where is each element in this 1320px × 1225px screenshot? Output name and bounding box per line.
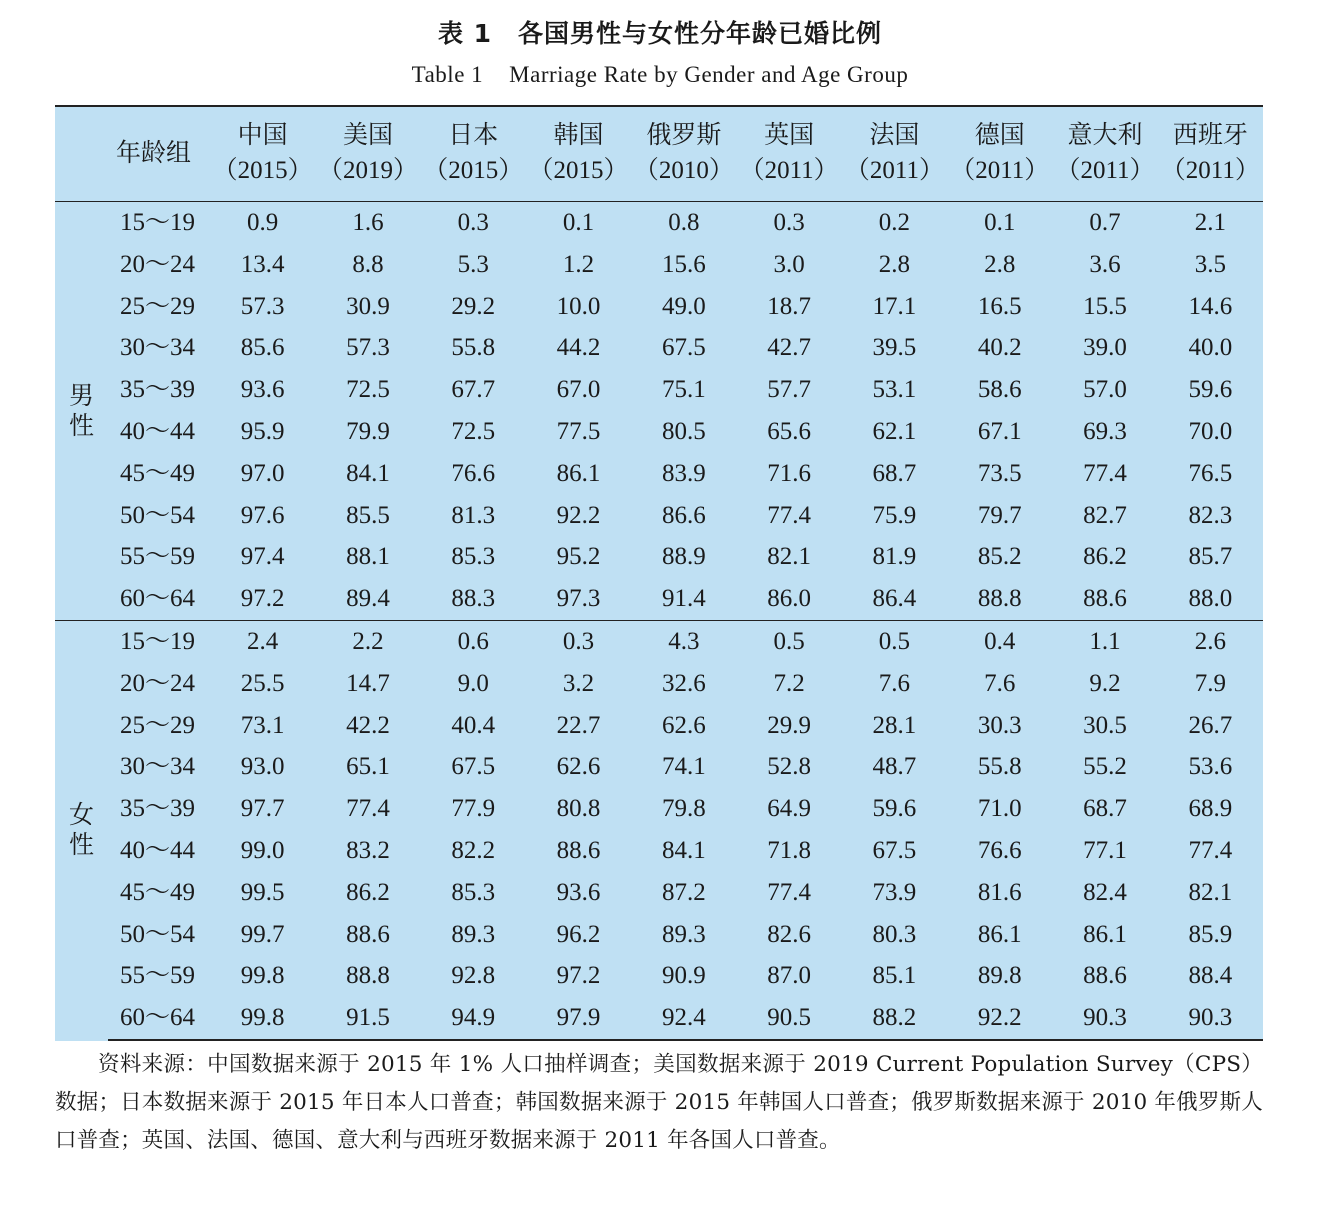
value-cell: 1.6 <box>315 202 420 244</box>
value-cell: 72.5 <box>451 417 496 445</box>
value-cell: 79.7 <box>977 501 1022 529</box>
value-cell: 97.9 <box>526 997 631 1040</box>
value-cell: 89.4 <box>346 585 390 613</box>
value-cell: 90.3 <box>1158 997 1263 1040</box>
value-cell: 90.9 <box>661 962 706 990</box>
value-cell: 40.0 <box>1188 334 1233 362</box>
value-cell: 2.8 <box>878 250 911 278</box>
value-cell: 99.8 <box>210 997 315 1040</box>
value-cell: 96.2 <box>556 920 601 948</box>
value-cell: 97.3 <box>556 585 601 613</box>
value-cell: 48.7 <box>872 753 917 781</box>
table-row <box>55 495 1263 537</box>
value-cell: 79.9 <box>346 417 390 445</box>
header-country-year: （2011） <box>950 157 1050 184</box>
header-country <box>421 106 526 202</box>
value-cell: 77.9 <box>451 795 496 823</box>
value-cell: 84.1 <box>661 836 706 864</box>
value-cell: 69.3 <box>1083 417 1127 445</box>
value-cell: 76.6 <box>451 459 496 487</box>
value-cell: 81.3 <box>451 501 496 529</box>
value-cell: 93.6 <box>240 376 285 404</box>
value-cell: 82.7 <box>1083 501 1127 529</box>
value-cell: 16.5 <box>977 292 1022 320</box>
value-cell: 89.8 <box>977 962 1022 990</box>
value-cell: 68.7 <box>872 459 917 487</box>
header-country-name: 法国 <box>869 120 920 149</box>
value-cell: 1.2 <box>562 250 595 278</box>
value-cell: 40.2 <box>977 334 1022 362</box>
value-cell: 71.6 <box>767 459 811 487</box>
value-cell: 82.1 <box>767 543 811 571</box>
section-female <box>55 620 1263 1039</box>
value-cell: 0.5 <box>842 620 947 662</box>
age-group-cell: 60～64 <box>108 997 210 1040</box>
value-cell: 82.4 <box>1083 878 1127 906</box>
value-cell: 87.0 <box>767 962 811 990</box>
value-cell: 88.6 <box>346 920 390 948</box>
value-cell: 28.1 <box>872 711 917 739</box>
header-country-name: 中国 <box>237 120 288 149</box>
value-cell: 55.8 <box>977 753 1022 781</box>
value-cell: 68.7 <box>1083 795 1127 823</box>
value-cell: 77.4 <box>346 795 390 823</box>
header-country <box>736 106 841 202</box>
value-cell: 73.5 <box>977 459 1022 487</box>
value-cell: 95.9 <box>240 417 285 445</box>
value-cell: 0.4 <box>947 620 1052 662</box>
table-row <box>55 578 1263 620</box>
table-title-en <box>0 62 1320 88</box>
value-cell: 88.1 <box>346 543 390 571</box>
value-cell: 86.4 <box>872 585 917 613</box>
value-cell: 9.2 <box>1089 669 1121 697</box>
value-cell: 76.5 <box>1188 459 1233 487</box>
value-cell: 2.6 <box>1158 620 1263 662</box>
value-cell: 57.0 <box>1083 376 1127 404</box>
value-cell: 97.6 <box>240 501 285 529</box>
value-cell: 2.4 <box>210 620 315 662</box>
value-cell: 83.2 <box>346 836 390 864</box>
value-cell: 9.0 <box>457 669 489 697</box>
header-country-year: （2011） <box>739 157 839 184</box>
value-cell: 62.1 <box>872 417 917 445</box>
value-cell: 57.7 <box>767 376 811 404</box>
value-cell: 67.7 <box>451 376 496 404</box>
value-cell: 85.3 <box>451 878 496 906</box>
value-cell: 99.5 <box>240 878 285 906</box>
value-cell: 86.1 <box>1083 920 1127 948</box>
value-cell: 88.2 <box>842 997 947 1040</box>
value-cell: 0.6 <box>421 620 526 662</box>
gender-label-char: 女 <box>68 800 94 830</box>
value-cell: 88.6 <box>1083 585 1127 613</box>
age-group-cell: 45～49 <box>120 459 196 487</box>
table-row <box>55 955 1263 997</box>
value-cell: 86.1 <box>556 459 601 487</box>
header-country <box>315 106 420 202</box>
age-group-cell: 20～24 <box>120 250 196 278</box>
header-country-year: （2015） <box>212 157 313 184</box>
age-group-cell: 20～24 <box>120 669 196 697</box>
header-country-year: （2010） <box>633 157 734 184</box>
value-cell: 97.7 <box>240 795 285 823</box>
age-group-cell: 35～39 <box>120 376 196 404</box>
age-group-cell: 30～34 <box>120 334 196 362</box>
value-cell: 5.3 <box>457 250 489 278</box>
value-cell: 13.4 <box>240 250 285 278</box>
value-cell: 67.0 <box>556 376 601 404</box>
table-row <box>55 536 1263 578</box>
value-cell: 77.4 <box>767 878 811 906</box>
value-cell: 44.2 <box>556 334 601 362</box>
value-cell: 79.8 <box>661 795 706 823</box>
value-cell: 77.4 <box>767 501 811 529</box>
age-group-cell: 50～54 <box>120 501 196 529</box>
header-country-name: 西班牙 <box>1172 120 1248 149</box>
header-country-year: （2015） <box>423 157 524 184</box>
value-cell: 3.5 <box>1194 250 1226 278</box>
value-cell: 85.2 <box>977 543 1022 571</box>
header-country <box>210 106 315 202</box>
value-cell: 59.6 <box>1188 376 1233 404</box>
value-cell: 82.1 <box>1188 878 1233 906</box>
age-group-cell: 60～64 <box>120 585 196 613</box>
value-cell: 3.0 <box>773 250 805 278</box>
header-country <box>526 106 631 202</box>
value-cell: 57.3 <box>346 334 390 362</box>
value-cell: 26.7 <box>1188 711 1233 739</box>
value-cell: 65.6 <box>767 417 811 445</box>
value-cell: 49.0 <box>661 292 706 320</box>
value-cell: 97.4 <box>240 543 285 571</box>
value-cell: 85.5 <box>346 501 390 529</box>
table-row <box>55 705 1263 747</box>
header-gender-spacer <box>55 106 108 202</box>
value-cell: 82.3 <box>1188 501 1233 529</box>
value-cell: 40.4 <box>451 711 496 739</box>
table-caption-en: Marriage Rate by Gender and Age Group <box>509 62 909 87</box>
value-cell: 2.2 <box>315 620 420 662</box>
value-cell: 83.9 <box>661 459 706 487</box>
value-cell: 85.3 <box>451 543 496 571</box>
value-cell: 97.2 <box>240 585 285 613</box>
table-number-en: Table 1 <box>411 62 484 87</box>
gender-label-char: 性 <box>68 830 94 860</box>
value-cell: 55.2 <box>1083 753 1127 781</box>
value-cell: 93.6 <box>556 878 601 906</box>
value-cell: 88.9 <box>661 543 706 571</box>
table-row <box>55 914 1263 956</box>
value-cell: 85.7 <box>1188 543 1233 571</box>
value-cell: 92.2 <box>556 501 601 529</box>
value-cell: 67.5 <box>661 334 706 362</box>
value-cell: 90.5 <box>736 997 841 1040</box>
age-group-cell: 15～19 <box>108 620 210 662</box>
value-cell: 85.1 <box>872 962 917 990</box>
header-age-group: 年龄组 <box>108 106 210 202</box>
table-row <box>55 244 1263 286</box>
value-cell: 74.1 <box>661 753 706 781</box>
value-cell: 15.6 <box>661 250 706 278</box>
gender-label <box>55 202 108 621</box>
value-cell: 4.3 <box>631 620 736 662</box>
value-cell: 22.7 <box>556 711 601 739</box>
value-cell: 86.6 <box>661 501 706 529</box>
table-title-cn <box>0 14 1320 50</box>
value-cell: 7.2 <box>773 669 805 697</box>
table-row <box>55 327 1263 369</box>
value-cell: 71.0 <box>977 795 1022 823</box>
value-cell: 85.9 <box>1188 920 1233 948</box>
value-cell: 0.3 <box>421 202 526 244</box>
value-cell: 42.7 <box>767 334 811 362</box>
value-cell: 3.6 <box>1089 250 1121 278</box>
value-cell: 18.7 <box>767 292 811 320</box>
value-cell: 85.6 <box>240 334 285 362</box>
source-note: 资料来源：中国数据来源于 2015 年 1% 人口抽样调查；美国数据来源于 2019 Current Population Survey（CPS）数据；日本数据来源于 2015 年日本人口普查；韩国数据来源于 2015 年韩国人口普查；俄罗斯数据来源于 2010 年俄罗斯人口普查；英国、法国、德国、意大利与西班牙数据来源于 2011 年各国人口普查。 <box>55 1052 1263 1153</box>
value-cell: 39.5 <box>872 334 917 362</box>
value-cell: 92.8 <box>451 962 496 990</box>
value-cell: 86.1 <box>977 920 1022 948</box>
value-cell: 14.6 <box>1188 292 1233 320</box>
age-group-cell: 40～44 <box>120 836 196 864</box>
value-cell: 73.9 <box>872 878 917 906</box>
header-country <box>947 106 1052 202</box>
value-cell: 55.8 <box>451 334 496 362</box>
value-cell: 39.0 <box>1083 334 1127 362</box>
table-row <box>55 830 1263 872</box>
value-cell: 75.1 <box>661 376 706 404</box>
value-cell: 80.3 <box>872 920 917 948</box>
gender-label-char: 男 <box>68 380 94 410</box>
header-country-name: 意大利 <box>1067 120 1143 149</box>
age-group-cell: 25～29 <box>120 711 196 739</box>
age-group-cell: 15～19 <box>108 202 210 244</box>
table-header <box>55 106 1263 202</box>
value-cell: 64.9 <box>767 795 811 823</box>
value-cell: 67.5 <box>451 753 496 781</box>
gender-label-char: 性 <box>68 410 94 440</box>
age-group-cell: 40～44 <box>120 417 196 445</box>
header-country <box>631 106 736 202</box>
table-row <box>55 620 1263 662</box>
section-male <box>55 202 1263 621</box>
value-cell: 99.7 <box>240 920 285 948</box>
value-cell: 71.8 <box>767 836 811 864</box>
value-cell: 0.3 <box>736 202 841 244</box>
value-cell: 0.2 <box>842 202 947 244</box>
value-cell: 58.6 <box>977 376 1022 404</box>
value-cell: 77.1 <box>1083 836 1127 864</box>
value-cell: 88.4 <box>1188 962 1233 990</box>
table-caption-cn: 各国男性与女性分年龄已婚比例 <box>518 19 883 48</box>
value-cell: 65.1 <box>346 753 390 781</box>
header-country-year: （2015） <box>528 157 629 184</box>
value-cell: 91.5 <box>315 997 420 1040</box>
value-cell: 30.3 <box>977 711 1022 739</box>
table-row <box>55 788 1263 830</box>
table-row <box>55 202 1263 244</box>
value-cell: 7.9 <box>1194 669 1226 697</box>
value-cell: 0.8 <box>631 202 736 244</box>
value-cell: 82.6 <box>767 920 811 948</box>
value-cell: 25.5 <box>240 669 285 697</box>
table-row <box>55 663 1263 705</box>
value-cell: 67.5 <box>872 836 917 864</box>
age-group-cell: 30～34 <box>120 753 196 781</box>
header-country-year: （2011） <box>1160 157 1260 184</box>
value-cell: 62.6 <box>661 711 706 739</box>
value-cell: 53.1 <box>872 376 917 404</box>
value-cell: 76.6 <box>977 836 1022 864</box>
value-cell: 52.8 <box>767 753 811 781</box>
header-country <box>1158 106 1263 202</box>
header-country-name: 美国 <box>342 120 393 149</box>
value-cell: 0.1 <box>526 202 631 244</box>
value-cell: 93.0 <box>240 753 285 781</box>
age-group-cell: 25～29 <box>120 292 196 320</box>
value-cell: 88.8 <box>346 962 390 990</box>
gender-label <box>55 620 108 1039</box>
value-cell: 30.9 <box>346 292 390 320</box>
value-cell: 99.0 <box>240 836 285 864</box>
value-cell: 0.3 <box>526 620 631 662</box>
table-row <box>55 746 1263 788</box>
table-row <box>55 369 1263 411</box>
value-cell: 7.6 <box>984 669 1016 697</box>
value-cell: 8.8 <box>352 250 384 278</box>
value-cell: 68.9 <box>1188 795 1233 823</box>
value-cell: 88.6 <box>556 836 601 864</box>
header-country <box>1052 106 1157 202</box>
value-cell: 95.2 <box>556 543 601 571</box>
value-cell: 17.1 <box>872 292 917 320</box>
value-cell: 30.5 <box>1083 711 1127 739</box>
value-cell: 97.0 <box>240 459 285 487</box>
value-cell: 72.5 <box>346 376 390 404</box>
value-cell: 75.9 <box>872 501 917 529</box>
value-cell: 32.6 <box>661 669 706 697</box>
table-row <box>55 872 1263 914</box>
age-group-cell: 35～39 <box>120 795 196 823</box>
value-cell: 86.0 <box>767 585 811 613</box>
value-cell: 2.8 <box>984 250 1016 278</box>
age-group-cell: 55～59 <box>120 543 196 571</box>
header-country-name: 韩国 <box>553 120 604 149</box>
value-cell: 77.4 <box>1188 836 1233 864</box>
value-cell: 0.7 <box>1052 202 1157 244</box>
value-cell: 77.5 <box>556 417 601 445</box>
value-cell: 62.6 <box>556 753 601 781</box>
value-cell: 1.1 <box>1052 620 1157 662</box>
value-cell: 80.8 <box>556 795 601 823</box>
value-cell: 15.5 <box>1083 292 1127 320</box>
value-cell: 84.1 <box>346 459 390 487</box>
value-cell: 29.2 <box>451 292 496 320</box>
value-cell: 92.2 <box>947 997 1052 1040</box>
value-cell: 0.5 <box>736 620 841 662</box>
table-row <box>55 453 1263 495</box>
value-cell: 0.1 <box>947 202 1052 244</box>
value-cell: 89.3 <box>661 920 706 948</box>
header-country-year: （2019） <box>317 157 418 184</box>
value-cell: 77.4 <box>1083 459 1127 487</box>
marriage-rate-table <box>55 105 1263 1041</box>
value-cell: 42.2 <box>346 711 390 739</box>
table-row <box>55 286 1263 328</box>
value-cell: 29.9 <box>767 711 811 739</box>
value-cell: 87.2 <box>661 878 706 906</box>
value-cell: 94.9 <box>421 997 526 1040</box>
value-cell: 80.5 <box>661 417 706 445</box>
header-country-name: 日本 <box>448 120 499 149</box>
value-cell: 0.9 <box>210 202 315 244</box>
value-cell: 82.2 <box>451 836 496 864</box>
header-country-name: 俄罗斯 <box>646 120 722 149</box>
value-cell: 88.0 <box>1188 585 1233 613</box>
value-cell: 92.4 <box>631 997 736 1040</box>
value-cell: 53.6 <box>1188 753 1233 781</box>
value-cell: 67.1 <box>977 417 1022 445</box>
header-country-year: （2011） <box>1055 157 1155 184</box>
value-cell: 14.7 <box>346 669 390 697</box>
header-country <box>842 106 947 202</box>
value-cell: 86.2 <box>1083 543 1127 571</box>
table-row <box>55 411 1263 453</box>
value-cell: 81.9 <box>872 543 917 571</box>
value-cell: 10.0 <box>556 292 601 320</box>
value-cell: 73.1 <box>240 711 285 739</box>
value-cell: 88.6 <box>1083 962 1127 990</box>
value-cell: 3.2 <box>562 669 595 697</box>
value-cell: 88.3 <box>451 585 496 613</box>
table-row <box>55 997 1263 1040</box>
value-cell: 7.6 <box>878 669 911 697</box>
header-country-name: 英国 <box>764 120 815 149</box>
table-number-cn: 表 1 <box>437 19 493 48</box>
value-cell: 81.6 <box>977 878 1022 906</box>
value-cell: 59.6 <box>872 795 917 823</box>
value-cell: 88.8 <box>977 585 1022 613</box>
value-cell: 86.2 <box>346 878 390 906</box>
header-country-name: 德国 <box>974 120 1025 149</box>
value-cell: 99.8 <box>240 962 285 990</box>
age-group-cell: 50～54 <box>120 920 196 948</box>
age-group-cell: 55～59 <box>120 962 196 990</box>
value-cell: 91.4 <box>661 585 706 613</box>
value-cell: 97.2 <box>556 962 601 990</box>
value-cell: 89.3 <box>451 920 496 948</box>
age-group-cell: 45～49 <box>120 878 196 906</box>
value-cell: 57.3 <box>240 292 285 320</box>
value-cell: 90.3 <box>1052 997 1157 1040</box>
value-cell: 2.1 <box>1158 202 1263 244</box>
value-cell: 70.0 <box>1188 417 1233 445</box>
header-country-year: （2011） <box>844 157 944 184</box>
